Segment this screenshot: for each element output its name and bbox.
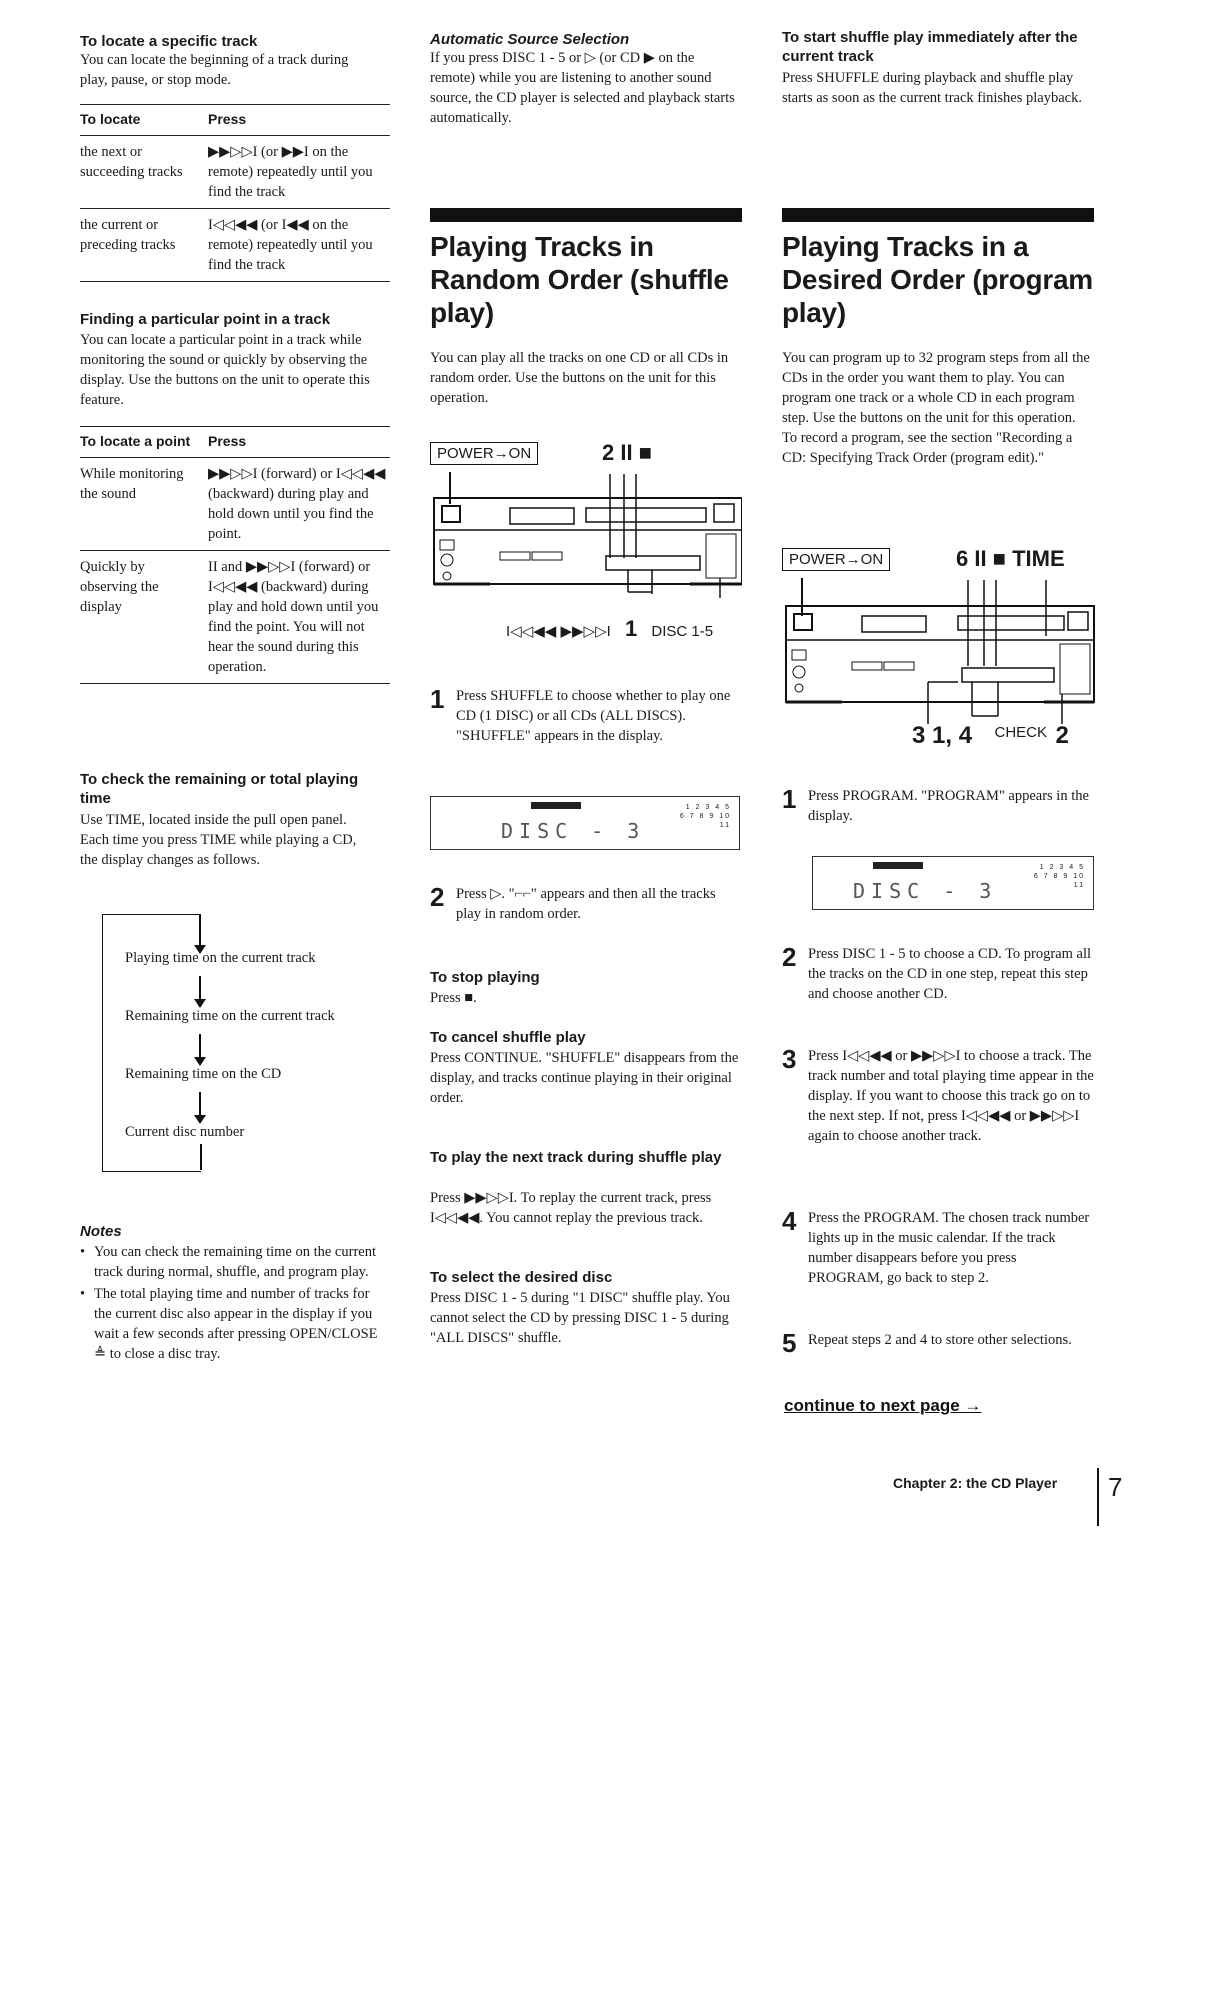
section-bar [782,208,1094,222]
check-button-label: CHECK [994,724,1048,741]
flow-arrow [199,976,201,1006]
step-numbers-label: 3 1, 4 [912,722,973,749]
display-text: DISC - 3 [853,879,998,903]
table-cell: II and ▶▶▷▷I (forward) or I◁◁◀◀ (backward) during play and hold down until you find the point. You will not hear the sound during this operation. [208,551,390,684]
continue-link[interactable]: continue to next page → [784,1396,982,1415]
button-labels-top: 2 II ■ [602,440,652,465]
cancel-text: Press CONTINUE. "SHUFFLE" disappears from the display, and tracks continue playing in their original order. [430,1050,739,1106]
locate-col-header: To locate [80,105,208,136]
select-heading: To select the desired disc [430,1269,613,1286]
button-labels-top: 6 II ■ TIME [956,546,1065,571]
flow-arrow [199,1034,201,1064]
table-cell: the next or succeeding tracks [80,136,208,209]
section-bar [430,208,742,222]
notes-heading: Notes [80,1223,122,1240]
page-number: 7 [1108,1472,1123,1502]
program-title: Playing Tracks in a Desired Order (program play) [782,231,1093,328]
cd-player-drawing [782,576,1098,726]
table-row [80,209,390,282]
press-col-header: Press [208,105,390,136]
power-label: POWER→ON [782,548,890,571]
start-text: Press SHUFFLE during playback and shuffle play starts as soon as the current track finishes playback. [782,70,1082,106]
flow-arrow [199,914,201,952]
flow-item: Current disc number [125,1124,245,1140]
footer-divider [1097,1468,1099,1526]
cancel-heading: To cancel shuffle play [430,1029,586,1046]
flow-item: Remaining time on the current track [125,1008,335,1024]
select-text: Press DISC 1 - 5 during "1 DISC" shuffle play. You cannot select the CD by pressing DISC 1 - 5 during "ALL DISCS" shuffle. [430,1290,730,1346]
locate-point-col-header: To locate a point [80,427,208,458]
shuffle-intro: You can play all the tracks on one CD or all CDs in random order. Use the buttons on the unit for this operation. [430,350,729,406]
chapter-label: Chapter 2: the CD Player [893,1475,1058,1491]
button-labels-bottom [506,616,713,642]
program-step-1: 1 Press PROGRAM. "PROGRAM" appears in the display. [782,784,1089,824]
program-step-5: 5 Repeat steps 2 and 4 to store other selections. [782,1328,1072,1358]
program-step-4: 4 Press the PROGRAM. The chosen track number lights up in the music calendar. If the track number disappears before you press PROGRAM, go back to step 2. [782,1206,1090,1286]
program-step-3: 3 Press I◁◁◀◀ or ▶▶▷▷I to choose a track. The track number and total playing time appear in the display. If you want to choose this track go on to the next step. If not, press I◁◁◀◀ or ▶▶▷▷I again to choose another track. [782,1044,1094,1144]
locate-table [80,104,390,282]
shuffle-step-2: 2 Press ▷. "⌐⌐" appears and then all the tracks play in random order. [430,882,716,922]
table-row [80,136,390,209]
table-row [80,551,390,684]
flow-item: Remaining time on the CD [125,1066,282,1082]
locate-intro: You can locate the beginning of a track during play, pause, or stop mode. [80,52,349,88]
flow-arrow [199,1092,201,1122]
table-row [80,458,390,551]
program-device-figure [782,546,1098,756]
program-step-2: 2 Press DISC 1 - 5 to choose a CD. To program all the tracks on the CD in one step, repeat this step and choose another CD. [782,942,1092,1002]
step-number-label: 2 [1055,722,1069,749]
list-item: • The total playing time and number of tracks for the current disc also appear in the display if you wait a few seconds after pressing OPEN/CLOSE ≜ to close a disc tray. [80,1286,378,1362]
display-text: DISC - 3 [501,819,646,843]
table-cell: ▶▶▷▷I (forward) or I◁◁◀◀ (backward) during play and hold down until you find the point. [208,458,390,551]
shuffle-title: Playing Tracks in Random Order (shuffle play) [430,231,729,328]
next-heading: To play the next track during shuffle play [430,1149,722,1166]
program-intro: You can program up to 32 program steps from all the CDs in the order you want them to play. You can program one track or a whole CD in each program step. Use the buttons on the unit for this operation. To record a program, see the section "Recording a CD: Specifying Track Order (program edit)." [782,350,1090,466]
press-col-header: Press [208,427,390,458]
shuffle-device-figure [430,440,742,640]
table-cell: the current or preceding tracks [80,209,208,282]
flow-return-line [200,1144,202,1170]
shuffle-display [430,796,740,850]
shuffle-step-1: 1 Press SHUFFLE to choose whether to play one CD (1 DISC) or all CDs (ALL DISCS). "SHUFFLE" appears in the display. [430,684,731,744]
next-text: Press ▶▶▷▷I. To replay the current track, press I◁◁◀◀. You cannot replay the previous track. [430,1190,712,1226]
skip-buttons-label: I◁◁◀◀ ▶▶▷▷I [506,623,611,640]
list-item: • You can check the remaining time on the current track during normal, shuffle, and program play. [80,1244,376,1280]
step-number-label: 1 [624,616,638,641]
button-labels-bottom [912,722,1069,750]
finding-heading: Finding a particular point in a track [80,311,331,328]
notes-list [80,1242,380,1364]
disc-buttons-label: DISC 1-5 [651,623,714,640]
start-heading: To start shuffle play immediately after the current track [782,29,1078,65]
table-cell: I◁◁◀◀ (or I◀◀ on the remote) repeatedly until you find the track [208,209,390,282]
check-intro: Use TIME, located inside the pull open panel. Each time you press TIME while playing a CD, the display changes as follows. [80,812,357,868]
table-cell: While monitoring the sound [80,458,208,551]
locate-heading: To locate a specific track [80,33,258,50]
flow-item: Playing time on the current track [125,950,316,966]
display-indicator [531,802,581,809]
check-heading: To check the remaining or total playing time [80,771,359,807]
stop-heading: To stop playing [430,969,540,986]
table-cell: ▶▶▷▷I (or ▶▶I on the remote) repeatedly until you find the track [208,136,390,209]
time-display-flow [102,910,362,1170]
music-calendar: 1 2 3 4 5 6 7 8 9 10 11 [679,804,731,829]
music-calendar: 1 2 3 4 5 6 7 8 9 10 11 [1033,864,1085,889]
program-display [812,856,1094,910]
stop-text: Press ■. [430,990,477,1006]
finding-table [80,426,390,684]
auto-heading: Automatic Source Selection [430,31,630,48]
power-label: POWER→ON [430,442,538,465]
display-indicator [873,862,923,869]
cd-player-drawing [430,468,742,598]
auto-text: If you press DISC 1 - 5 or ▷ (or CD ▶ on the remote) while you are listening to another sound source, the CD player is selected and playback starts automatically. [430,50,735,126]
table-cell: Quickly by observing the display [80,551,208,684]
finding-intro: You can locate a particular point in a track while monitoring the sound or quickly by observing the display. Use the buttons on the unit to operate this feature. [80,332,370,408]
